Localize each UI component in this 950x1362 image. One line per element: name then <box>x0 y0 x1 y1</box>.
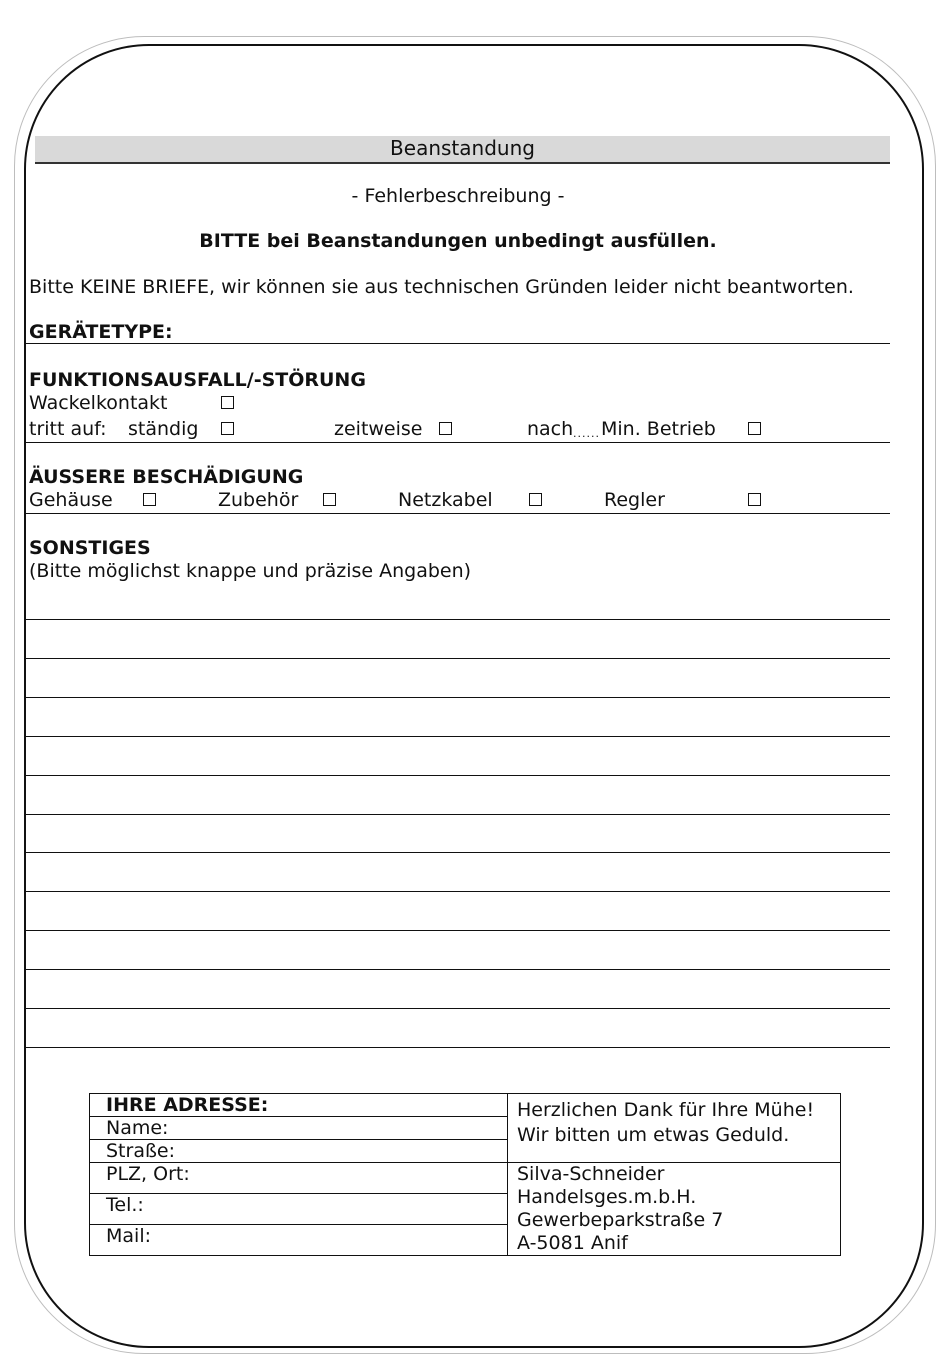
street-field[interactable]: Straße: <box>90 1140 508 1163</box>
comment-line[interactable] <box>26 697 890 698</box>
divider <box>26 513 890 514</box>
comment-line[interactable] <box>26 736 890 737</box>
external-damage-heading: ÄUSSERE BESCHÄDIGUNG <box>29 466 304 488</box>
controller-checkbox[interactable] <box>748 493 761 506</box>
loose-contact-checkbox[interactable] <box>221 396 234 409</box>
phone-field[interactable]: Tel.: <box>90 1194 508 1225</box>
intermittent-checkbox[interactable] <box>439 422 452 435</box>
bold-notice: BITTE bei Beanstandungen unbedingt ausfüllen. <box>199 230 717 252</box>
minutes-suffix-label: Min. Betrieb <box>601 418 716 440</box>
housing-checkbox[interactable] <box>143 493 156 506</box>
comment-line[interactable] <box>26 775 890 776</box>
power-cable-label: Netzkabel <box>398 489 493 511</box>
address-table <box>89 1093 841 1256</box>
comment-line[interactable] <box>26 969 890 970</box>
form-subtitle: - Fehlerbeschreibung - <box>351 185 565 207</box>
mail-field[interactable]: Mail: <box>90 1225 508 1256</box>
company-city: A-5081 Anif <box>517 1232 628 1254</box>
permanent-checkbox[interactable] <box>221 422 234 435</box>
form-title: Beanstandung <box>390 136 535 160</box>
minutes-field[interactable]: ...... <box>573 427 600 440</box>
thanks-cell <box>508 1094 841 1163</box>
loose-contact-label: Wackelkontakt <box>29 392 168 414</box>
after-minutes-checkbox[interactable] <box>748 422 761 435</box>
name-field[interactable]: Name: <box>90 1117 508 1140</box>
occurs-label: tritt auf: <box>29 418 107 440</box>
comment-line[interactable] <box>26 1008 890 1009</box>
thanks-line-2: Wir bitten um etwas Geduld. <box>517 1124 790 1146</box>
comment-line[interactable] <box>26 891 890 892</box>
notice-text: Bitte KEINE BRIEFE, wir können sie aus technischen Gründen leider nicht beantworten. <box>29 276 854 298</box>
controller-label: Regler <box>604 489 665 511</box>
comment-line[interactable] <box>26 619 890 620</box>
housing-label: Gehäuse <box>29 489 113 511</box>
other-heading: SONSTIGES <box>29 537 151 559</box>
function-failure-heading: FUNKTIONSAUSFALL/-STÖRUNG <box>29 369 366 391</box>
comment-line[interactable] <box>26 814 890 815</box>
comment-line[interactable] <box>26 852 890 853</box>
comment-line[interactable] <box>26 930 890 931</box>
divider <box>26 442 890 443</box>
permanent-label: ständig <box>128 418 199 440</box>
title-bar <box>35 136 890 164</box>
company-cell <box>508 1163 841 1256</box>
accessories-checkbox[interactable] <box>323 493 336 506</box>
comment-line[interactable] <box>26 658 890 659</box>
other-hint: (Bitte möglichst knappe und präzise Angaben) <box>29 560 472 582</box>
power-cable-checkbox[interactable] <box>529 493 542 506</box>
accessories-label: Zubehör <box>218 489 299 511</box>
after-label: nach <box>527 418 574 440</box>
thanks-line-1: Herzlichen Dank für Ihre Mühe! <box>517 1099 815 1121</box>
comment-line[interactable] <box>26 1047 890 1048</box>
company-name: Silva-Schneider Handelsges.m.b.H. <box>517 1163 697 1208</box>
company-street: Gewerbeparkstraße 7 <box>517 1209 724 1231</box>
address-heading: IHRE ADRESSE: <box>90 1094 508 1117</box>
intermittent-label: zeitweise <box>334 418 423 440</box>
device-type-label: GERÄTETYPE: <box>29 321 173 343</box>
device-type-field[interactable] <box>26 343 890 344</box>
zip-city-field[interactable]: PLZ, Ort: <box>90 1163 508 1194</box>
